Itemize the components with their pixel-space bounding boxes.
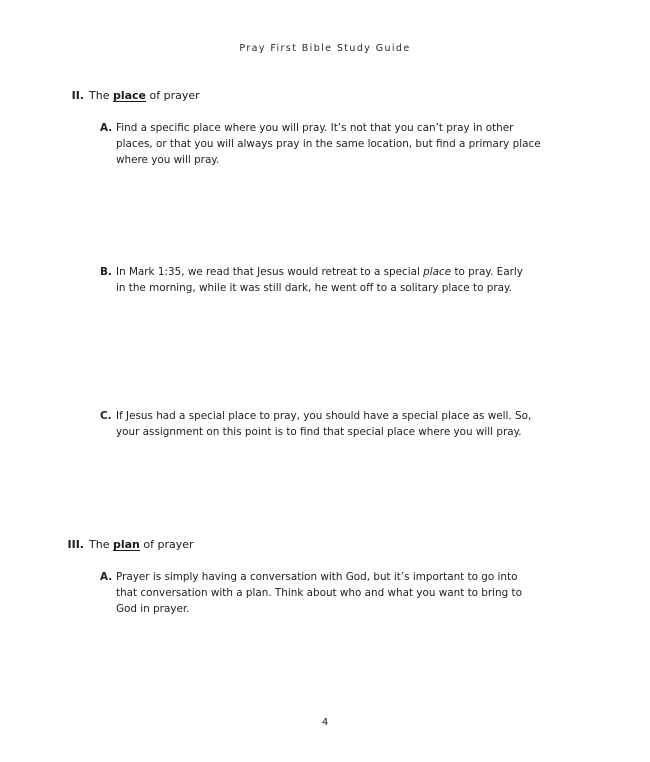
item-text-after: to pray. Early in the morning, while it was still dark, he went off to a solitary place to pray.	[116, 266, 523, 294]
section-prefix: The	[89, 538, 110, 551]
item-letter: A.	[100, 571, 113, 583]
section-numeral: II.	[71, 89, 84, 102]
running-header: Pray First Bible Study Guide	[239, 43, 411, 54]
page-number: 4	[321, 717, 329, 728]
list-item	[100, 408, 555, 440]
section-heading-place	[66, 89, 200, 102]
item-text: Prayer is simply having a conversation with God, but it’s important to go into that conversation with a plan. Think about who and what you want to bring to God in prayer.	[116, 571, 522, 615]
item-text-emphasis: place	[423, 266, 452, 278]
item-text: Find a specific place where you will pray. It’s not that you can’t pray in other places, or that you will always pray in the same location, but find a primary place where you will pray.	[116, 122, 541, 166]
section-suffix: of prayer	[143, 538, 194, 551]
section-heading-plan	[66, 538, 194, 551]
list-item	[100, 264, 555, 296]
section-keyword: plan	[112, 538, 140, 551]
section-numeral: III.	[67, 538, 84, 551]
list-item	[100, 569, 555, 617]
item-letter: C.	[100, 410, 112, 422]
section-suffix: of prayer	[149, 89, 200, 102]
section-prefix: The	[89, 89, 110, 102]
item-letter: B.	[100, 266, 112, 278]
item-text: If Jesus had a special place to pray, you should have a special place as well. So, your assignment on this point is to find that special place where you will pray.	[116, 410, 532, 438]
section-keyword: place	[112, 89, 147, 102]
list-item	[100, 120, 555, 168]
item-text	[100, 264, 555, 296]
item-letter: A.	[100, 122, 113, 134]
item-text-before: In Mark 1:35, we read that Jesus would retreat to a special	[116, 266, 424, 278]
